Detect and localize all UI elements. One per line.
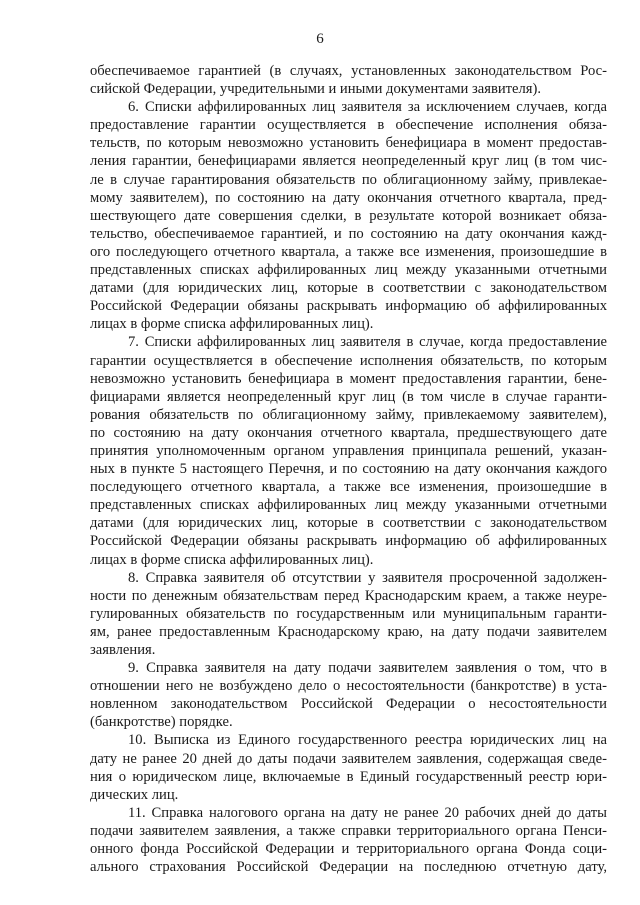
text-line: 9. Справка заявителя на дату подачи заявителем заявления о том, что в	[128, 660, 607, 677]
text-line: дату не ранее 20 дней до даты подачи заявителем заявления, содержащая сведе-	[90, 750, 607, 767]
text-line: рования обязательств по облигационному займу, привлекаемому заявителем),	[90, 406, 607, 423]
page-number: 6	[316, 31, 324, 47]
text-line: ния о юридическом лице, включаемые в Единый государственный реестр юри-	[90, 768, 607, 785]
document-body	[90, 62, 607, 876]
text-line: представленных списках аффилированных лиц между указанными отчетными	[90, 497, 607, 514]
text-line: лицах в форме списка аффилированных лиц).	[90, 551, 374, 568]
text-line: тельств, по которым невозможно установить бенефициара в момент предостав-	[90, 135, 607, 152]
text-line: ления гарантии, бенефициарами является неопределенный круг лиц (в том чис-	[90, 153, 607, 170]
text-line: ального страхования Российской Федерации на последнюю отчетную дату,	[90, 859, 607, 876]
text-line: ных в пункте 5 настоящего Перечня, и по состоянию на дату окончания каждого	[90, 461, 607, 478]
paragraph-item-8	[90, 569, 607, 659]
text-line: Российской Федерации обязаны раскрывать информацию об аффилированных	[90, 533, 607, 550]
text-line: фициарами является неопределенный круг лиц (в том числе в случае гаранти-	[90, 388, 607, 405]
text-line: принятия уполномоченным органом управления принципала решений, указан-	[90, 442, 607, 459]
text-line: ям, ранее предоставленным Краснодарскому краю, на дату подачи заявителем	[90, 623, 607, 640]
text-line: невозможно установить бенефициара в момент предоставления гарантии, бене-	[90, 370, 607, 387]
text-line: лицах в форме списка аффилированных лиц).	[90, 316, 374, 333]
text-line: последующего отчетного квартала, а также все изменения, произошедшие в	[90, 479, 607, 496]
text-line: шествующего дате совершения сделки, в результате которой возникает обяза-	[90, 207, 607, 224]
text-line: ого последующего отчетного квартала, а также все изменения, произошедшие в	[90, 243, 607, 260]
text-line: 6. Списки аффилированных лиц заявителя за исключением случаев, когда	[128, 99, 607, 116]
text-line: (банкротстве) порядке.	[90, 714, 233, 731]
text-line: новленном законодательством Российской Федерации о несостоятельности	[90, 696, 607, 713]
text-line: дических лиц.	[90, 786, 179, 803]
text-line: представленных списках аффилированных лиц между указанными отчетными	[90, 262, 607, 279]
text-line: по состоянию на дату окончания отчетного квартала, предшествующего дате	[90, 424, 607, 441]
text-line: ности по денежным обязательствам перед Краснодарским краем, а также неуре-	[90, 587, 607, 604]
paragraph-item-9	[90, 659, 607, 731]
text-line: 7. Списки аффилированных лиц заявителя в случае, когда предоставление	[128, 334, 607, 351]
paragraph-item-7	[90, 333, 607, 568]
text-line: онного фонда Российской Федерации и территориального органа Фонда соци-	[90, 841, 607, 858]
text-line: отношении него не возбуждено дело о несостоятельности (банкротстве) в уста-	[90, 678, 607, 695]
text-line: 11. Справка налогового органа на дату не ранее 20 рабочих дней до даты	[128, 804, 607, 821]
text-line: обеспечиваемое гарантией (в случаях, установленных законодательством Рос-	[90, 63, 607, 79]
text-line: Российской Федерации обязаны раскрывать информацию об аффилированных	[90, 298, 607, 315]
text-line: предоставление гарантии осуществляется в обеспечение исполнения обяза-	[90, 117, 607, 134]
text-line: гарантии осуществляется в обеспечение исполнения обязательств, по которым	[90, 352, 607, 369]
text-line: мому заявителем), по состоянию на дату окончания отчетного квартала, пред-	[90, 189, 607, 206]
text-line: подачи заявителем заявления, а также справки территориального органа Пенси-	[90, 822, 607, 839]
text-line: сийской Федерации, учредительными и иными документами заявителя).	[90, 81, 542, 98]
text-line: заявления.	[90, 642, 156, 658]
text-line: датами (для юридических лиц, которые в соответствии с законодательством	[90, 515, 607, 532]
paragraph-continuation	[90, 62, 607, 98]
text-line: 10. Выписка из Единого государственного реестра юридических лиц на	[128, 732, 607, 749]
text-line: тельство, обеспечиваемое гарантией, и по состоянию на дату окончания кажд-	[90, 225, 607, 242]
paragraph-item-10	[90, 731, 607, 803]
text-line: 8. Справка заявителя об отсутствии у заявителя просроченной задолжен-	[128, 569, 607, 586]
text-line: датами (для юридических лиц, которые в соответствии с законодательством	[90, 280, 607, 297]
text-line: ле в случае гарантирования обязательств по облигационному займу, привлекае-	[90, 171, 607, 188]
paragraph-item-11	[90, 804, 607, 876]
text-line: гулированных обязательств по государственным или муниципальным гаранти-	[90, 605, 607, 622]
paragraph-item-6	[90, 98, 607, 333]
